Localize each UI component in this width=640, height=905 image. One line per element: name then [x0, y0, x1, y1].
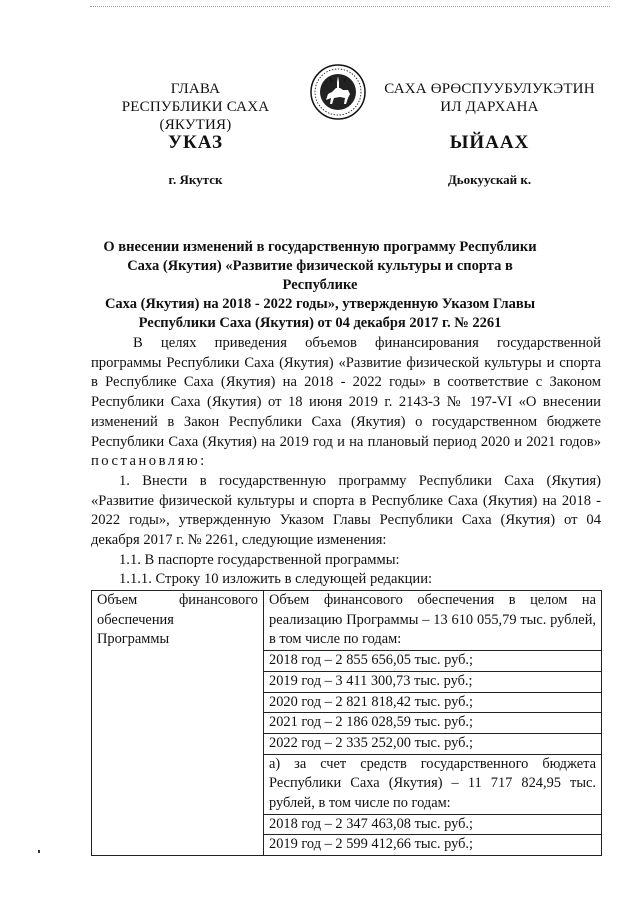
year-line: 2019 год – 2 599 412,66 тыс. руб.; — [269, 836, 474, 853]
year-line: 2022 год – 2 335 252,00 тыс. руб.; — [264, 734, 601, 755]
title-line: Республики Саха (Якутия) от 04 декабря 2017 г. № 2261 — [138, 315, 502, 331]
item-1-1-1: 1.1.1. Строку 10 изложить в следующей редакции: — [119, 571, 433, 588]
year-line: 2020 год – 2 821 818,42 тыс. руб.; — [264, 693, 601, 714]
total-financing: Объем финансового обеспечения в целом на реализацию Программы – 13 610 055,79 тыс. рублей, в том числе по годам: — [264, 591, 601, 651]
header-right — [372, 80, 607, 116]
header-left-line1: ГЛАВА — [170, 81, 221, 97]
label-line: обеспечения — [97, 611, 174, 628]
table-row — [92, 591, 602, 856]
title-line: Саха (Якутия) на 2018 - 2022 годы», утвержденную Указом Главы — [104, 296, 536, 312]
header-left-line2: РЕСПУБЛИКИ САХА (ЯКУТИЯ) — [121, 99, 270, 133]
year-line: 2021 год – 2 186 028,59 тыс. руб.; — [264, 713, 601, 734]
title-line: О внесении изменений в государственную программу Республики — [103, 239, 537, 255]
decree-title — [100, 238, 540, 333]
scan-artifact-dots — [90, 6, 610, 9]
year-line: 2018 год – 2 855 656,05 тыс. руб.; — [264, 651, 601, 672]
decree-body — [91, 334, 601, 590]
year-line: 2018 год – 2 347 463,08 тыс. руб.; — [264, 815, 601, 836]
city-sakha: Дьокуускай к. — [447, 172, 532, 187]
table-cell-content — [264, 591, 602, 856]
decree-word: постановляю: — [91, 453, 207, 470]
header-right-line1: САХА ӨРӨСПУУБУЛУКЭТИН — [384, 81, 595, 97]
header-right-line2: ИЛ ДАРХАНА — [440, 99, 539, 115]
table-cell-label — [92, 591, 264, 856]
item-1: 1. Внести в государственную программу Республики Саха (Якутия) «Развитие физической культуры и спорта в Республике Саха (Якутия) на 2018 - 2022 годы», утвержденную Указом Главы Республики Саха (Якутия) от 04 декабря 2017 г. № 2261, следующие изменения: — [91, 472, 601, 549]
financing-table — [91, 590, 602, 856]
coat-of-arms-emblem-icon — [310, 64, 366, 120]
preamble-text: В целях приведения объемов финансирования государственной программы Республики Саха (Якутия) «Развитие физической культуры и спорта в Республике Саха (Якутия) на 2018 - 2022 годы» в соответствие с Законом Республики Саха (Якутия) от 18 июня 2019 г. 2143-З № 197-VI «О внесении изменений в Закон Республики Саха (Якутия) о государственном бюджете Республики Саха (Якутия) на 2019 год и на плановый период 2020 и 2021 годов» — [91, 335, 601, 450]
doc-type-ru: УКАЗ — [168, 132, 223, 153]
year-line: 2019 год – 3 411 300,73 тыс. руб.; — [264, 672, 601, 693]
label-line: Программы — [97, 631, 170, 648]
label-line: Объем финансового — [97, 592, 258, 608]
city-ru: г. Якутск — [168, 172, 223, 187]
budget-financing: а) за счет средств государственного бюджета Республики Саха (Якутия) – 11 717 824,95 тыс. рублей, в том числе по годам: — [264, 755, 601, 815]
header-left — [88, 80, 303, 134]
scan-artifact-mark — [38, 850, 40, 853]
item-1-1: 1.1. В паспорте государственной программы: — [119, 551, 400, 568]
preamble-paragraph — [91, 334, 601, 472]
title-line: Саха (Якутия) «Развитие физической культуры и спорта в Республике — [127, 258, 513, 293]
doc-type-sakha: ЫЙААХ — [449, 132, 530, 153]
